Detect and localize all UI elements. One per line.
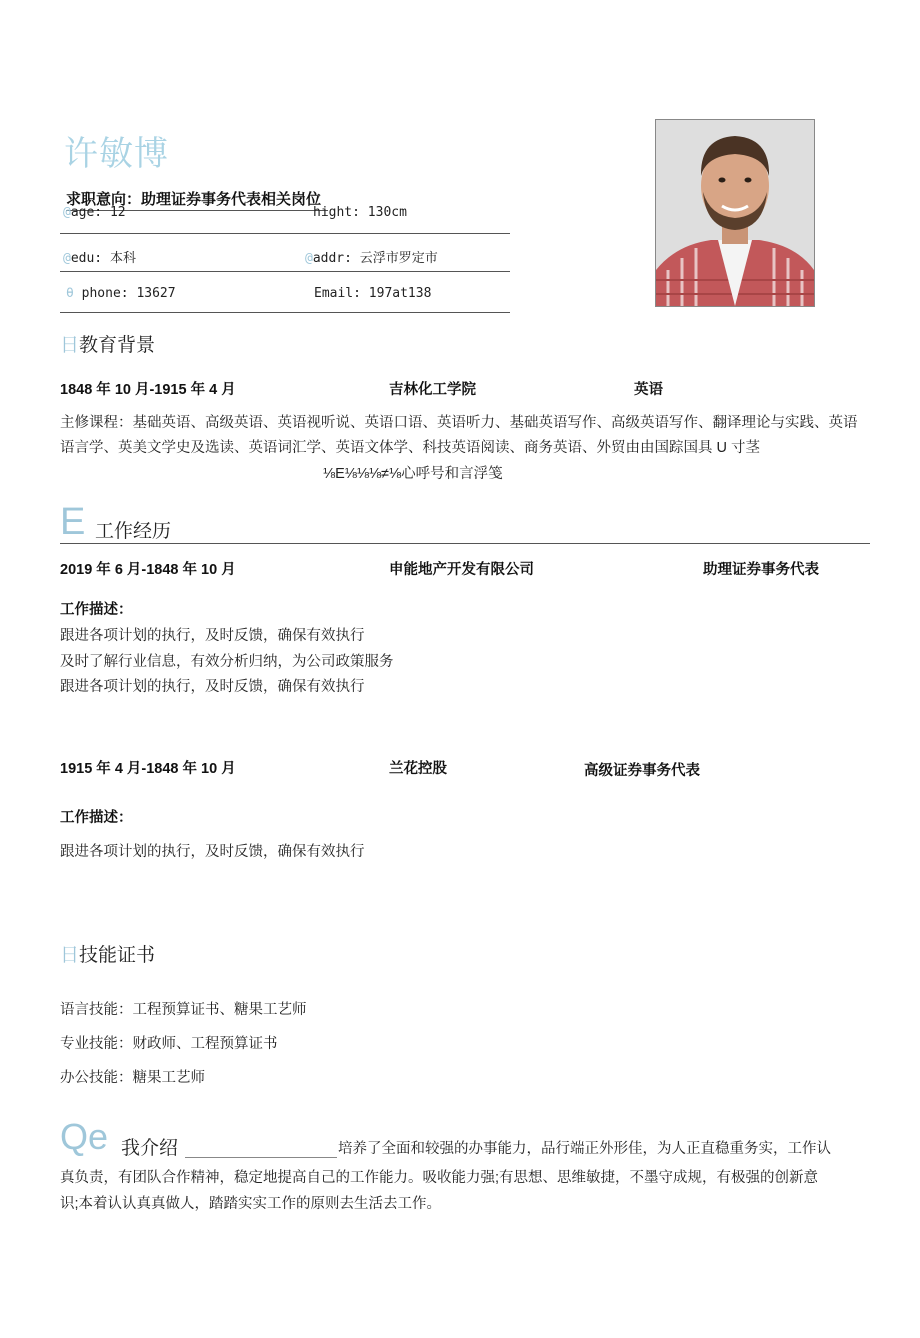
edu-value: edu: 本科 — [70, 251, 136, 266]
job1-desc-line: 及时了解行业信息，有效分析归纳，为公司政策服务 — [60, 654, 394, 670]
work-divider — [60, 543, 870, 544]
skill-item: 语言技能：工程预算证书、糖果工艺师 — [60, 1002, 307, 1018]
phone-icon: θ — [66, 286, 74, 301]
skills-title: 技能证书 — [79, 945, 156, 966]
skill-item: 办公技能：糖果工艺师 — [60, 1070, 205, 1086]
section-icon: 日 — [60, 335, 80, 356]
job1-company: 申能地产开发有限公司 — [389, 562, 534, 578]
edu-school: 吉林化工学院 — [389, 382, 476, 398]
age-field — [63, 205, 126, 220]
portrait-image — [656, 120, 814, 306]
phone-field — [66, 286, 176, 301]
info-divider-1 — [60, 233, 510, 234]
edu-courses-tail: ⅛E⅛⅛⅛≠⅛心呼号和言浮笺 — [323, 466, 503, 482]
job2-desc-line: 跟进各项计划的执行，及时反馈，确保有效执行 — [60, 844, 365, 860]
info-divider-2 — [60, 271, 510, 272]
height-field: hight: 130cm — [313, 205, 407, 220]
job-objective: 求职意向：助理证券事务代表相关岗位 — [66, 191, 322, 208]
work-section-icon: E — [60, 501, 86, 543]
edu-field — [63, 247, 136, 266]
phone-value: phone: 13627 — [81, 286, 176, 301]
section-icon: 日 — [60, 945, 80, 966]
intro-text-line: 识;本着认认真真做人，踏踏实实工作的原则去生活去工作。 — [60, 1196, 442, 1212]
job2-date: 1915 年 4 月-1848 年 10 月 — [60, 761, 236, 777]
intro-section-icon: Qe — [60, 1116, 109, 1157]
at-icon: @ — [63, 251, 71, 266]
candidate-name: 许敏博 — [64, 135, 169, 173]
edu-courses: 主修课程：基础英语、高级英语、英语视听说、英语口语、英语听力、基础英语写作、高级英语写作、翻译理论与实践、英语语言学、英美文学史及选读、英语词汇学、英语文体学、科技英语阅读、商务英语、外贸由由国踪国具 U 寸茎 — [60, 415, 858, 456]
at-icon: @ — [305, 251, 313, 266]
work-title: 工作经历 — [95, 521, 172, 542]
skills-heading — [60, 940, 155, 967]
job1-desc-label: 工作描述： — [60, 602, 133, 618]
edu-major: 英语 — [634, 382, 663, 398]
intro-text-line: 培养了全面和较强的办事能力，品行端正外形佳，为人正直稳重务实，工作认 — [338, 1141, 831, 1157]
intro-title: 我介绍 — [121, 1138, 179, 1159]
info-divider-3 — [60, 312, 510, 313]
email-field: Email: 197at138 — [314, 286, 432, 301]
age-value: age: 12 — [70, 205, 126, 220]
addr-field — [305, 247, 438, 266]
profile-photo — [655, 119, 815, 307]
job1-desc-line: 跟进各项计划的执行，及时反馈，确保有效执行 — [60, 679, 365, 695]
job2-position: 高级证券事务代表 — [584, 763, 700, 779]
intro-text-line: 真负责，有团队合作精神，稳定地提高自己的工作能力。吸收能力强;有思想、思维敏捷，不墨守成规，有极强的创新意 — [60, 1170, 819, 1186]
education-title: 教育背景 — [79, 335, 156, 356]
at-icon: @ — [63, 205, 71, 220]
job2-desc-label: 工作描述： — [60, 810, 133, 826]
education-heading — [60, 330, 155, 357]
edu-date: 1848 年 10 月-1915 年 4 月 — [60, 382, 236, 398]
job2-company: 兰花控股 — [389, 761, 447, 777]
addr-value: addr: 云浮市罗定市 — [312, 251, 438, 266]
job1-desc-line: 跟进各项计划的执行，及时反馈，确保有效执行 — [60, 628, 365, 644]
job1-position: 助理证券事务代表 — [703, 562, 819, 578]
skill-item: 专业技能：财政师、工程预算证书 — [60, 1036, 278, 1052]
intro-title-underline — [185, 1157, 337, 1158]
job1-date: 2019 年 6 月-1848 年 10 月 — [60, 562, 236, 578]
